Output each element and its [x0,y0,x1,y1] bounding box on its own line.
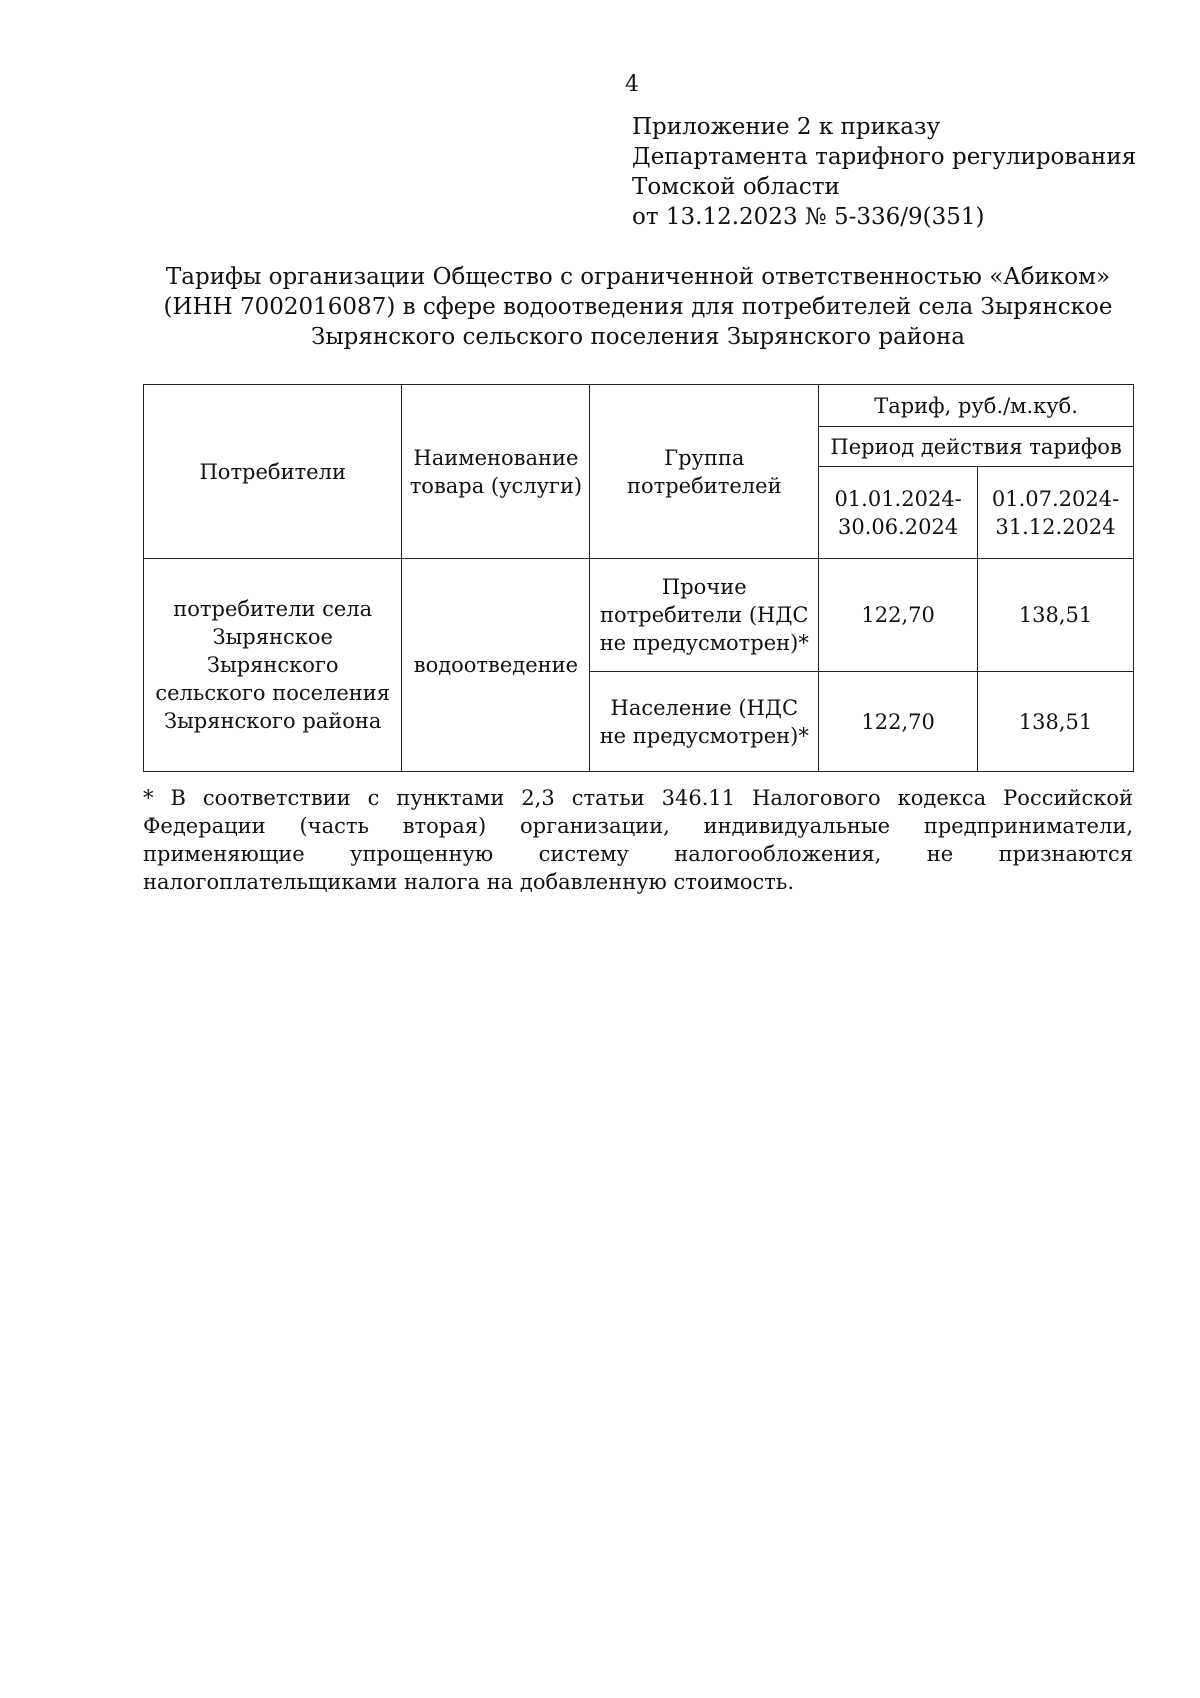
cell-value: 122,70 [819,559,978,672]
header-consumers: Потребители [144,385,402,559]
header-period-1: 01.01.2024-30.06.2024 [819,467,978,559]
page-number: 4 [625,72,639,97]
header-product: Наименование товара (услуги) [402,385,590,559]
cell-value: 138,51 [978,672,1134,772]
cell-group: Прочие потребители (НДС не предусмотрен)* [590,559,819,672]
cell-consumers: потребители села Зырянское Зырянского сельского поселения Зырянского района [144,559,402,772]
cell-value: 138,51 [978,559,1134,672]
header-group: Группа потребителей [590,385,819,559]
tariff-table [143,384,1134,772]
table-header-row [144,385,1134,427]
appendix-line: Департамента тарифного регулирования [632,144,1137,170]
cell-group: Население (НДС не предусмотрен)* [590,672,819,772]
title-line: (ИНН 7002016087) в сфере водоотведения для потребителей села Зырянское [163,294,1113,320]
header-period-2: 01.07.2024-31.12.2024 [978,467,1134,559]
appendix-line: Томской области [632,174,840,200]
header-tariff: Тариф, руб./м.куб. [819,385,1134,427]
table-row [144,559,1134,672]
appendix-line: Приложение 2 к приказу [632,114,941,140]
header-period: Период действия тарифов [819,427,1134,467]
cell-product: водоотведение [402,559,590,772]
appendix-block [632,112,1136,232]
footnote: * В соответствии с пунктами 2,3 статьи 346.11 Налогового кодекса Российской Федерации (часть вторая) организации, индивидуальные предприниматели, применяющие упрощенную систему налогообложения, не признаются налогоплательщиками налога на добавленную стоимость. [143,786,1133,894]
title-line: Зырянского сельского поселения Зырянского района [311,324,965,350]
document-title [143,262,1133,352]
cell-value: 122,70 [819,672,978,772]
appendix-line: от 13.12.2023 № 5-336/9(351) [632,204,985,230]
title-line: Тарифы организации Общество с ограниченной ответственностью «Абиком» [165,264,1111,290]
